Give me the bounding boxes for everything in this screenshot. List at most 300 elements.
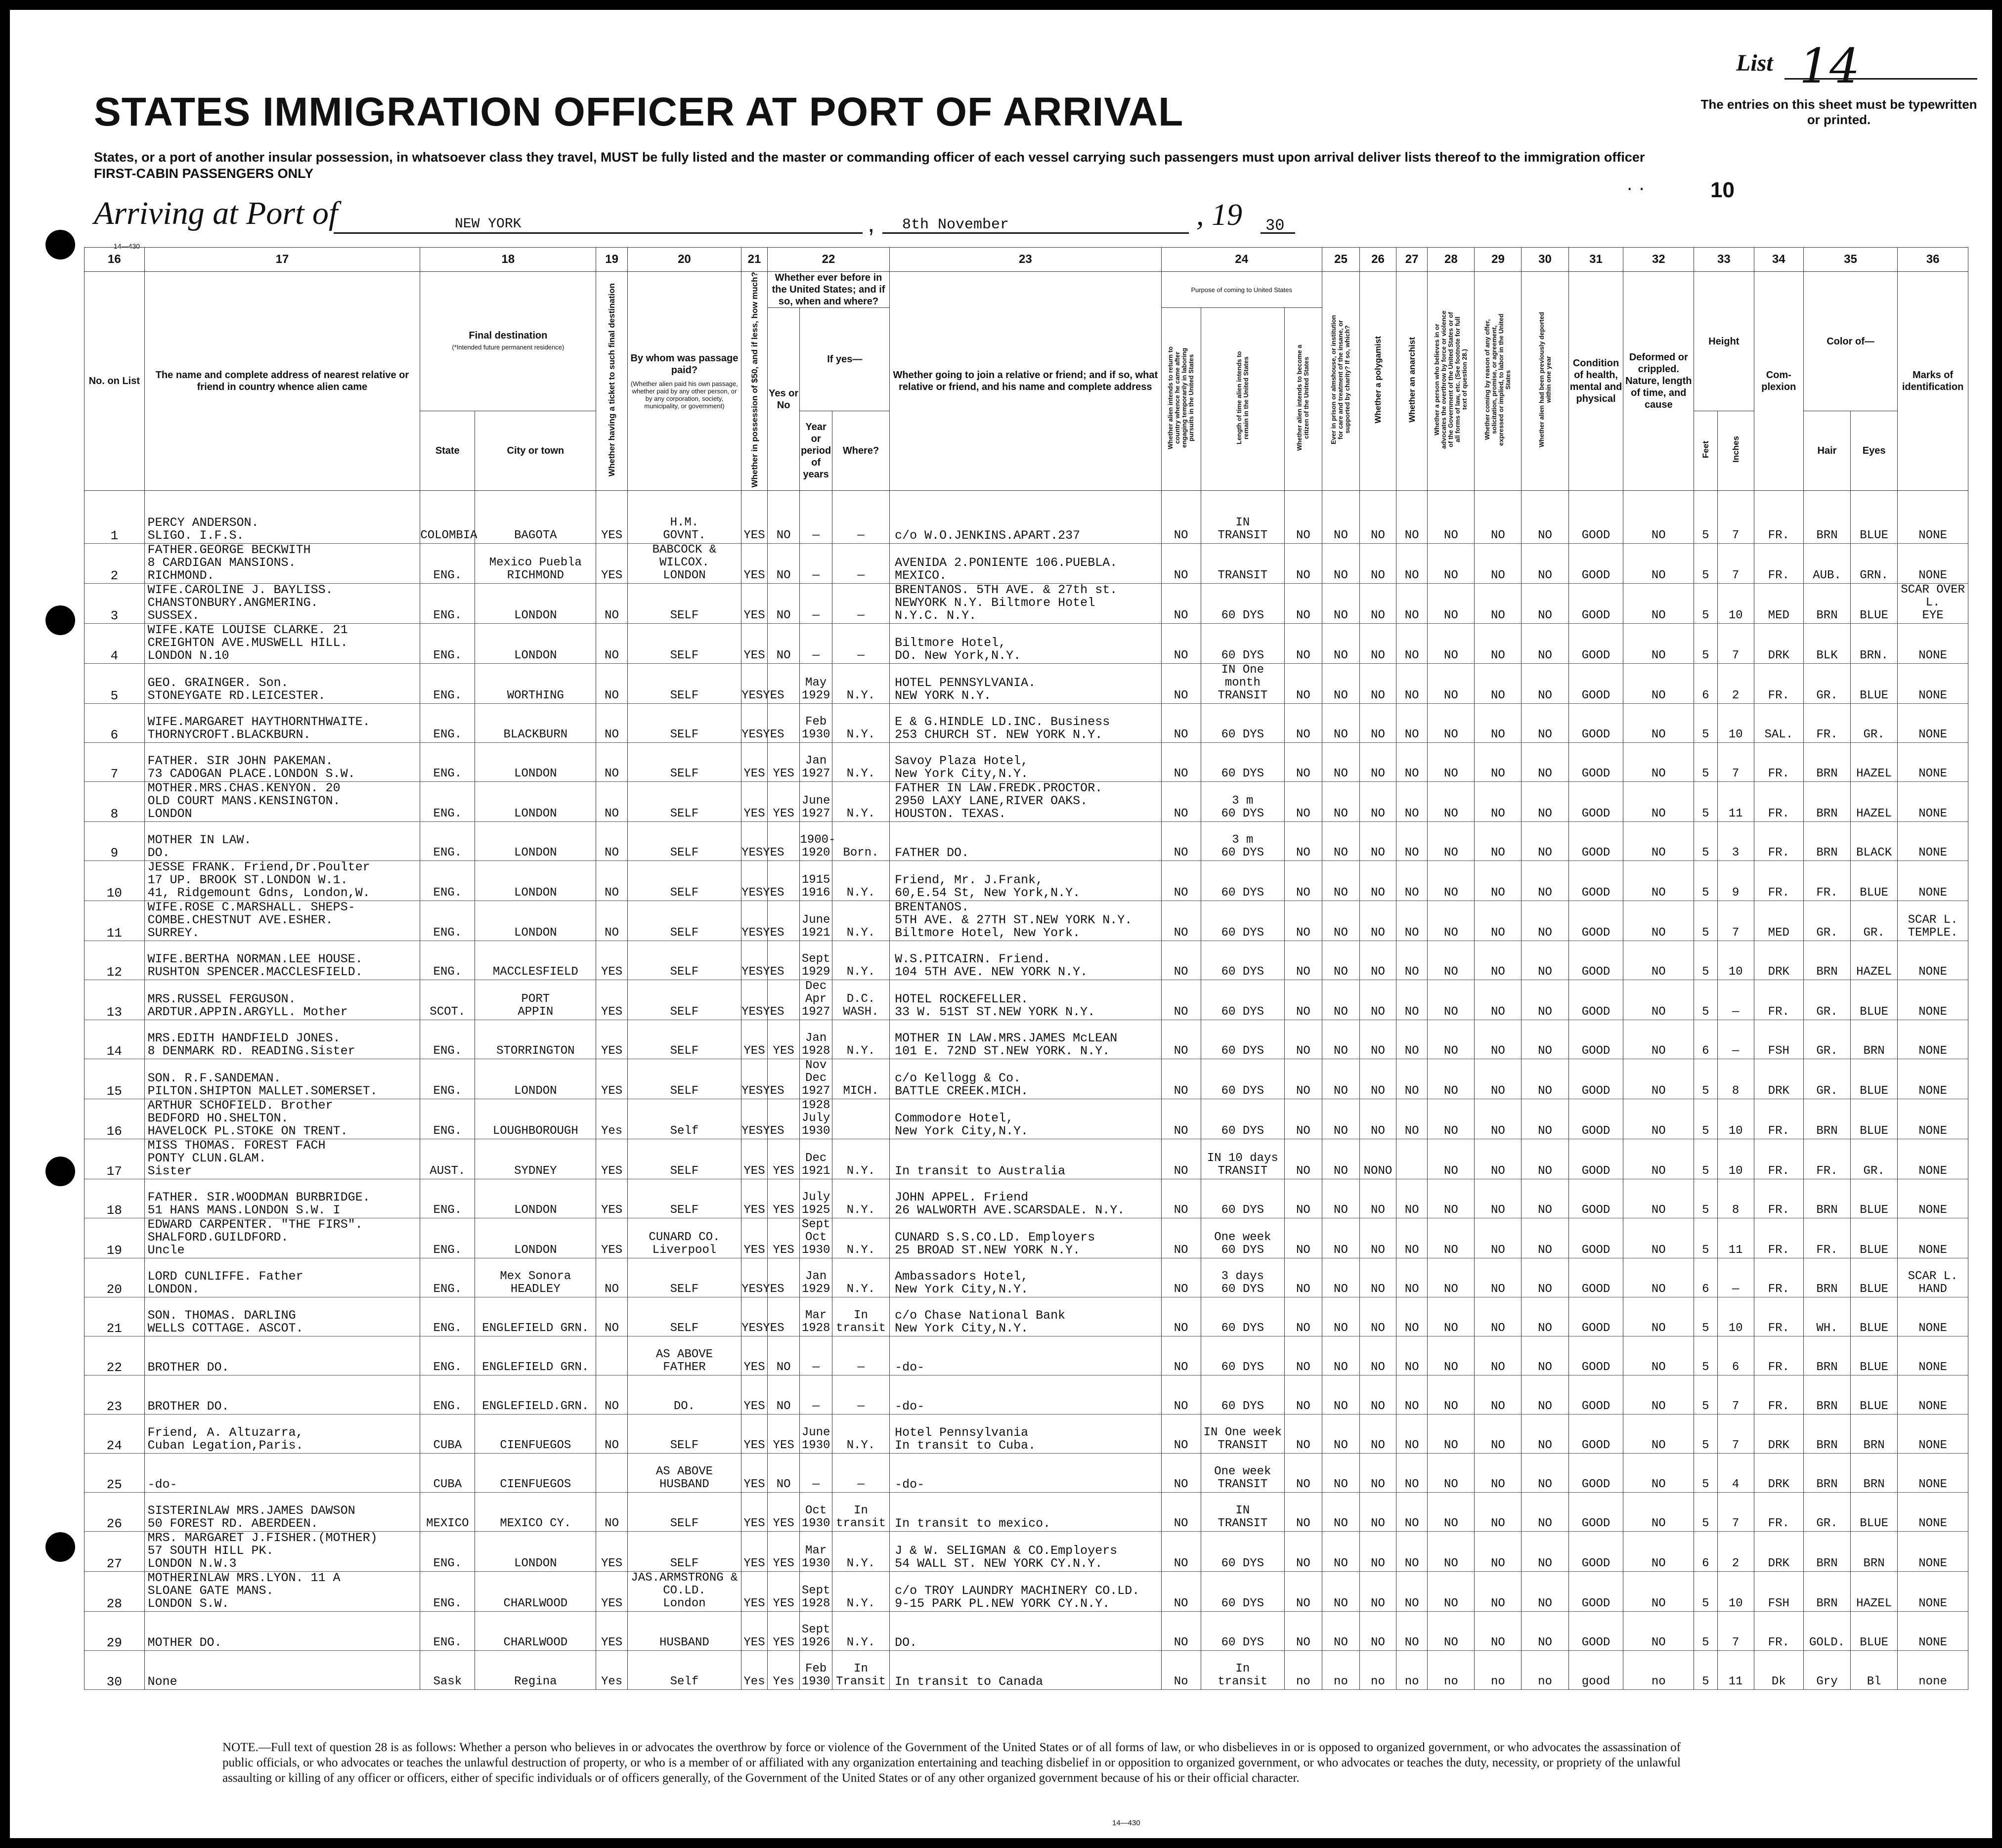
length-stay-cell: 60 DYS (1201, 704, 1284, 743)
overthrow-cell: NO (1428, 491, 1475, 544)
passage-paid-cell: SELF (627, 1179, 741, 1218)
overthrow-cell: NO (1428, 1218, 1475, 1258)
ticket-header-text: Whether having a ticket to such final destination (607, 283, 617, 476)
col-num: 18 (420, 248, 596, 272)
before-us-cell: YES (767, 743, 800, 782)
deformed-cell: NO (1623, 941, 1694, 980)
condition-cell: GOOD (1568, 1336, 1623, 1375)
year-cell: Sept 1926 (800, 1612, 832, 1651)
deported-cell: NO (1522, 544, 1568, 584)
col-num: 23 (890, 248, 1161, 272)
eyes-cell: BLUE (1851, 1375, 1898, 1415)
feet-cell: 5 (1694, 1059, 1718, 1099)
complexion-cell: DRK (1754, 624, 1803, 664)
complexion-cell: FR. (1754, 664, 1803, 704)
where-cell: N.Y. (832, 1218, 889, 1258)
ticket-cell: NO (596, 704, 627, 743)
row-number: 4 (85, 624, 145, 664)
deported-cell: NO (1522, 901, 1568, 941)
anarchist-cell: NO (1396, 1099, 1427, 1139)
join-cell: J & W. SELIGMAN & CO.Employers 54 WALL ST. NEW YORK CY.N.Y. (890, 1532, 1161, 1572)
return-cell: NO (1161, 782, 1201, 822)
prison-cell: NO (1322, 1020, 1359, 1059)
table-row (85, 901, 1968, 941)
polygamist-cell: NO (1359, 782, 1396, 822)
ticket-cell: NO (596, 1493, 627, 1532)
complexion-cell: DRK (1754, 1415, 1803, 1454)
deformed-cell: NO (1623, 624, 1694, 664)
join-cell: c/o Kellogg & Co. BATTLE CREEK.MICH. (890, 1059, 1161, 1099)
prison-cell: NO (1322, 1059, 1359, 1099)
before-us-cell: NO (767, 624, 800, 664)
inches-cell: 7 (1717, 544, 1754, 584)
anarchist-cell: NO (1396, 624, 1427, 664)
complexion-cell: FR. (1754, 1139, 1803, 1179)
row-number: 17 (85, 1139, 145, 1179)
deformed-cell: NO (1623, 1572, 1694, 1612)
state-cell: Sask (420, 1651, 475, 1690)
passage-paid-cell: BABCOCK & WILCOX. LONDON (627, 544, 741, 584)
offer-cell: NO (1475, 1297, 1522, 1336)
hair-cell: BRN (1803, 1415, 1850, 1454)
relative-cell: FATHER. SIR.WOODMAN BURBRIDGE. 51 HANS MANS.LONDON S.W. I (144, 1179, 420, 1218)
hair-cell: BRN (1803, 1258, 1850, 1297)
feet-cell: 5 (1694, 782, 1718, 822)
anarchist-cell: NO (1396, 584, 1427, 624)
before-us-cell: Yes (767, 1651, 800, 1690)
complexion-cell: FR. (1754, 1258, 1803, 1297)
offer-cell: NO (1475, 1532, 1522, 1572)
year-cell: — (800, 1454, 832, 1493)
offer-cell: NO (1475, 980, 1522, 1020)
complexion-cell: FR. (1754, 491, 1803, 544)
passage-paid-cell: SELF (627, 980, 741, 1020)
before-us-cell: YES (767, 782, 800, 822)
citizen-cell: NO (1284, 491, 1322, 544)
complexion-cell: FR. (1754, 861, 1803, 901)
anarchist-cell: NO (1396, 1218, 1427, 1258)
city-cell: WORTHING (475, 664, 596, 704)
marks-cell: NONE (1898, 491, 1968, 544)
city-cell: CIENFUEGOS (475, 1415, 596, 1454)
table-row (85, 584, 1968, 624)
hair-cell: BLK (1803, 624, 1850, 664)
feet-header-text: Feet (1700, 440, 1710, 458)
length-stay-cell: 60 DYS (1201, 1179, 1284, 1218)
feet-cell: 5 (1694, 1572, 1718, 1612)
feet-cell: 5 (1694, 1179, 1718, 1218)
prison-cell: NO (1322, 1454, 1359, 1493)
join-cell: DO. (890, 1612, 1161, 1651)
complexion-cell: FR. (1754, 544, 1803, 584)
instructions-text: States, or a port of another insular possession, in whatsoever class they travel, MUST be fully listed and the master or commanding officer of each vessel carrying such passengers must upon arrival deliver lists thereof to the immigration officer (94, 150, 1645, 165)
citizen-cell: NO (1284, 544, 1322, 584)
row-number: 19 (85, 1218, 145, 1258)
row-number: 26 (85, 1493, 145, 1532)
passage-paid-cell: SELF (627, 1020, 741, 1059)
fifty-cell: YESYES (741, 1258, 768, 1297)
row-number: 10 (85, 861, 145, 901)
fifty-cell: YESYES (741, 704, 768, 743)
overthrow-cell: NO (1428, 544, 1475, 584)
where-cell: N.Y. (832, 1258, 889, 1297)
prison-cell: NO (1322, 584, 1359, 624)
hair-cell: BRN (1803, 822, 1850, 861)
state-cell: ENG. (420, 544, 475, 584)
where-cell: N.Y. (832, 1532, 889, 1572)
return-cell: NO (1161, 491, 1201, 544)
row-number: 29 (85, 1612, 145, 1651)
where-cell: N.Y. (832, 1415, 889, 1454)
year-prefix: , 19 (1196, 198, 1242, 232)
inches-cell: 3 (1717, 822, 1754, 861)
citizen-cell: NO (1284, 1415, 1322, 1454)
inches-cell: 7 (1717, 901, 1754, 941)
relative-cell: WIFE.MARGARET HAYTHORNTHWAITE. THORNYCROFT.BLACKBURN. (144, 704, 420, 743)
year-cell: — (800, 624, 832, 664)
year-cell: Mar 1928 (800, 1297, 832, 1336)
year-cell: 1928 July 1930 (800, 1099, 832, 1139)
prison-cell: NO (1322, 624, 1359, 664)
hair-cell: Gry (1803, 1651, 1850, 1690)
prison-cell: NO (1322, 1218, 1359, 1258)
table-row (85, 1099, 1968, 1139)
condition-cell: GOOD (1568, 1493, 1623, 1532)
citizen-cell: NO (1284, 901, 1322, 941)
overthrow-cell: NO (1428, 782, 1475, 822)
relative-cell: BROTHER DO. (144, 1375, 420, 1415)
city-cell: LONDON (475, 861, 596, 901)
complexion-cell: MED (1754, 584, 1803, 624)
city-cell: CIENFUEGOS (475, 1454, 596, 1493)
complexion-cell: MED (1754, 901, 1803, 941)
col-num: 33 (1694, 248, 1754, 272)
prison-cell: NO (1322, 980, 1359, 1020)
state-cell: CUBA (420, 1454, 475, 1493)
join-cell: -do- (890, 1336, 1161, 1375)
overthrow-cell: NO (1428, 664, 1475, 704)
return-cell: NO (1161, 1139, 1201, 1179)
eyes-cell: BLUE (1851, 861, 1898, 901)
anarchist-cell: NO (1396, 1572, 1427, 1612)
deported-cell: NO (1522, 1258, 1568, 1297)
state-cell: ENG. (420, 1099, 475, 1139)
complexion-cell: DRK (1754, 1532, 1803, 1572)
instructions (94, 149, 1646, 182)
join-cell: Savoy Plaza Hotel, New York City,N.Y. (890, 743, 1161, 782)
offer-cell: NO (1475, 1020, 1522, 1059)
citizen-text: Whether alien intends to become a citizen of the United States (1296, 344, 1310, 451)
overthrow-cell: NO (1428, 704, 1475, 743)
state-cell: ENG. (420, 704, 475, 743)
passage-note: (Whether alien paid his own passage, whether paid by any other person, or by any corporation, society, municipality, or government) (631, 380, 738, 410)
row-number: 28 (85, 1572, 145, 1612)
anarchist-cell: NO (1396, 1493, 1427, 1532)
fifty-cell: YESYES (741, 1059, 768, 1099)
return-cell: NO (1161, 861, 1201, 901)
prison-cell: NO (1322, 491, 1359, 544)
complexion-cell: FSH (1754, 1572, 1803, 1612)
year-cell: Oct 1930 (800, 1493, 832, 1532)
passage-paid-cell: SELF (627, 664, 741, 704)
offer-cell: NO (1475, 941, 1522, 980)
feet-cell: 5 (1694, 901, 1718, 941)
row-number: 9 (85, 822, 145, 861)
ticket-cell: YES (596, 1059, 627, 1099)
hair-cell: BRN (1803, 1336, 1850, 1375)
col-num: 20 (627, 248, 741, 272)
relative-cell: GEO. GRAINGER. Son. STONEYGATE RD.LEICESTER. (144, 664, 420, 704)
citizen-cell: NO (1284, 782, 1322, 822)
length-stay-cell: 3 m 60 DYS (1201, 822, 1284, 861)
overthrow-cell: NO (1428, 822, 1475, 861)
fifty-cell: YES (741, 1139, 768, 1179)
prison-cell: NO (1322, 1297, 1359, 1336)
deported-cell: NO (1522, 1572, 1568, 1612)
deported-cell: NO (1522, 1139, 1568, 1179)
length-stay-cell: One week TRANSIT (1201, 1454, 1284, 1493)
hair-cell: AUB. (1803, 544, 1850, 584)
deported-cell: NO (1522, 584, 1568, 624)
eyes-cell: HAZEL (1851, 941, 1898, 980)
relative-cell: FATHER.GEORGE BECKWITH 8 CARDIGAN MANSIONS. RICHMOND. (144, 544, 420, 584)
state-cell: ENG. (420, 664, 475, 704)
marks-cell: NONE (1898, 1179, 1968, 1218)
relative-cell: MRS.EDITH HANDFIELD JONES. 8 DENMARK RD. READING.Sister (144, 1020, 420, 1059)
return-cell: No (1161, 1651, 1201, 1690)
marks-cell: NONE (1898, 861, 1968, 901)
col-num: 30 (1522, 248, 1568, 272)
offer-header (1475, 272, 1522, 491)
year-cell: — (800, 1336, 832, 1375)
offer-cell: NO (1475, 743, 1522, 782)
polygamist-cell: NO (1359, 624, 1396, 664)
hair-cell: BRN (1803, 1454, 1850, 1493)
prison-cell: NO (1322, 1099, 1359, 1139)
row-number: 20 (85, 1258, 145, 1297)
eyes-cell: BLUE (1851, 1297, 1898, 1336)
marks-cell: NONE (1898, 782, 1968, 822)
before-us-cell: YES (767, 1415, 800, 1454)
inches-cell: 10 (1717, 1297, 1754, 1336)
passage-paid-cell: SELF (627, 584, 741, 624)
return-cell: NO (1161, 1532, 1201, 1572)
feet-cell: 6 (1694, 1258, 1718, 1297)
prison-cell: NO (1322, 901, 1359, 941)
passage-header (627, 272, 741, 491)
hair-cell: FR. (1803, 1139, 1850, 1179)
fifty-cell: YES (741, 1415, 768, 1454)
city-cell: BLACKBURN (475, 704, 596, 743)
col-num: 36 (1898, 248, 1968, 272)
join-cell: FATHER DO. (890, 822, 1161, 861)
dot-marks: · · (1626, 177, 1645, 199)
join-cell: c/o W.O.JENKINS.APART.237 (890, 491, 1161, 544)
inches-cell: 10 (1717, 1139, 1754, 1179)
polygamist-cell: no (1359, 1651, 1396, 1690)
eyes-cell: BLUE (1851, 1059, 1898, 1099)
return-cell: NO (1161, 1572, 1201, 1612)
hair-cell: BRN (1803, 1532, 1850, 1572)
row-number: 3 (85, 584, 145, 624)
where-cell: — (832, 544, 889, 584)
overthrow-cell: NO (1428, 1258, 1475, 1297)
city-cell: LONDON (475, 584, 596, 624)
before-us-cell: NO (767, 1375, 800, 1415)
ticket-cell: YES (596, 1532, 627, 1572)
feet-cell: 5 (1694, 980, 1718, 1020)
polygamist-cell: NO (1359, 1099, 1396, 1139)
length-stay-cell: 60 DYS (1201, 743, 1284, 782)
length-stay-cell: One week 60 DYS (1201, 1218, 1284, 1258)
anarchist-cell: NO (1396, 743, 1427, 782)
overthrow-cell: no (1428, 1651, 1475, 1690)
passage-paid-cell: SELF (627, 822, 741, 861)
feet-cell: 5 (1694, 1493, 1718, 1532)
citizen-cell: NO (1284, 1020, 1322, 1059)
year-cell: — (800, 544, 832, 584)
feet-cell: 5 (1694, 1297, 1718, 1336)
join-cell: BRENTANOS. 5TH AVE. & 27th st. NEWYORK N.Y. Biltmore Hotel N.Y.C. N.Y. (890, 584, 1161, 624)
deformed-cell: NO (1623, 664, 1694, 704)
hair-cell: BRN (1803, 1375, 1850, 1415)
where-cell: — (832, 584, 889, 624)
if-yes-header: If yes— (800, 308, 890, 411)
passage-paid-cell: H.M. GOVNT. (627, 491, 741, 544)
year-cell: May 1929 (800, 664, 832, 704)
feet-cell: 5 (1694, 624, 1718, 664)
port-value: NEW YORK (455, 216, 522, 232)
polygamist-cell: NO (1359, 491, 1396, 544)
polygamist-header (1359, 272, 1396, 491)
before-us-cell: NO (767, 1454, 800, 1493)
deported-cell: NO (1522, 624, 1568, 664)
table-row (85, 1179, 1968, 1218)
passage-paid-cell: SELF (627, 782, 741, 822)
state-cell: ENG. (420, 782, 475, 822)
eyes-cell: BLUE (1851, 1099, 1898, 1139)
city-cell: PORT APPIN (475, 980, 596, 1020)
table-row (85, 1059, 1968, 1099)
marks-header: Marks of identification (1898, 272, 1968, 491)
feet-cell: 5 (1694, 704, 1718, 743)
city-cell: MEXICO CY. (475, 1493, 596, 1532)
eyes-cell: BLUE (1851, 1258, 1898, 1297)
length-stay-cell: 60 DYS (1201, 1336, 1284, 1375)
join-cell: Commodore Hotel, New York City,N.Y. (890, 1099, 1161, 1139)
eyes-cell: BRN (1851, 1454, 1898, 1493)
polygamist-cell: NO (1359, 822, 1396, 861)
overthrow-cell: NO (1428, 1612, 1475, 1651)
table-row (85, 1415, 1968, 1454)
table-row (85, 1297, 1968, 1336)
condition-cell: GOOD (1568, 1612, 1623, 1651)
deported-cell: NO (1522, 1059, 1568, 1099)
relative-cell: SISTERINLAW MRS.JAMES DAWSON 50 FOREST RD. ABERDEEN. (144, 1493, 420, 1532)
row-number: 21 (85, 1297, 145, 1336)
fifty-header (741, 272, 768, 491)
year-cell: — (800, 491, 832, 544)
eyes-cell: GRN. (1851, 544, 1898, 584)
table-row (85, 1651, 1968, 1690)
city-cell: CHARLWOOD (475, 1572, 596, 1612)
prison-cell: NO (1322, 1532, 1359, 1572)
length-stay-cell: IN One month TRANSIT (1201, 664, 1284, 704)
marks-cell: SCAR OVER L. EYE (1898, 584, 1968, 624)
fifty-cell: YES (741, 1612, 768, 1651)
join-cell: -do- (890, 1454, 1161, 1493)
eyes-cell: BLUE (1851, 980, 1898, 1020)
city-cell: BAGOTA (475, 491, 596, 544)
where-cell: N.Y. (832, 1139, 889, 1179)
city-cell: Mex Sonora HEADLEY (475, 1258, 596, 1297)
offer-cell: NO (1475, 1179, 1522, 1218)
citizen-cell: no (1284, 1651, 1322, 1690)
marks-cell: NONE (1898, 624, 1968, 664)
table-row (85, 782, 1968, 822)
overthrow-cell: NO (1428, 980, 1475, 1020)
fifty-cell: YES (741, 782, 768, 822)
overthrow-cell: NO (1428, 1532, 1475, 1572)
length-stay-cell: IN One week TRANSIT (1201, 1415, 1284, 1454)
ticket-cell: YES (596, 941, 627, 980)
deported-cell: NO (1522, 704, 1568, 743)
ticket-cell: NO (596, 1375, 627, 1415)
offer-cell: NO (1475, 544, 1522, 584)
state-cell: ENG. (420, 901, 475, 941)
where-header: Where? (832, 411, 889, 491)
where-cell: — (832, 1375, 889, 1415)
year-cell: June 1921 (800, 901, 832, 941)
col-num: 19 (596, 248, 627, 272)
eyes-cell: HAZEL (1851, 743, 1898, 782)
deformed-cell: NO (1623, 491, 1694, 544)
deformed-cell: NO (1623, 1532, 1694, 1572)
marks-cell: NONE (1898, 822, 1968, 861)
feet-cell: 5 (1694, 1612, 1718, 1651)
city-cell: LONDON (475, 1059, 596, 1099)
punch-hole (45, 1532, 75, 1562)
feet-cell: 5 (1694, 1218, 1718, 1258)
year-cell: Dec Apr 1927 (800, 980, 832, 1020)
offer-cell: NO (1475, 822, 1522, 861)
polygamist-cell: NO (1359, 980, 1396, 1020)
prison-cell: NO (1322, 941, 1359, 980)
prison-cell: NO (1322, 1179, 1359, 1218)
passage-paid-cell: CUNARD CO. Liverpool (627, 1218, 741, 1258)
where-cell (832, 1099, 889, 1139)
length-stay-header (1201, 308, 1284, 491)
inches-cell: — (1717, 980, 1754, 1020)
table-row (85, 1454, 1968, 1493)
punch-hole (45, 1157, 75, 1186)
year-cell: Jan 1927 (800, 743, 832, 782)
fifty-cell: YESYES (741, 901, 768, 941)
condition-cell: GOOD (1568, 822, 1623, 861)
row-number: 8 (85, 782, 145, 822)
prison-cell: NO (1322, 1415, 1359, 1454)
prison-cell: NO (1322, 782, 1359, 822)
overthrow-cell: NO (1428, 743, 1475, 782)
hair-cell: BRN (1803, 1099, 1850, 1139)
port-line (334, 232, 863, 234)
city-cell: MACCLESFIELD (475, 941, 596, 980)
relative-cell: Friend, A. Altuzarra, Cuban Legation,Paris. (144, 1415, 420, 1454)
marks-cell: NONE (1898, 1139, 1968, 1179)
marks-cell: NONE (1898, 941, 1968, 980)
relative-header: The name and complete address of nearest relative or friend in country whence alien came (144, 272, 420, 491)
year-cell: — (800, 1375, 832, 1415)
